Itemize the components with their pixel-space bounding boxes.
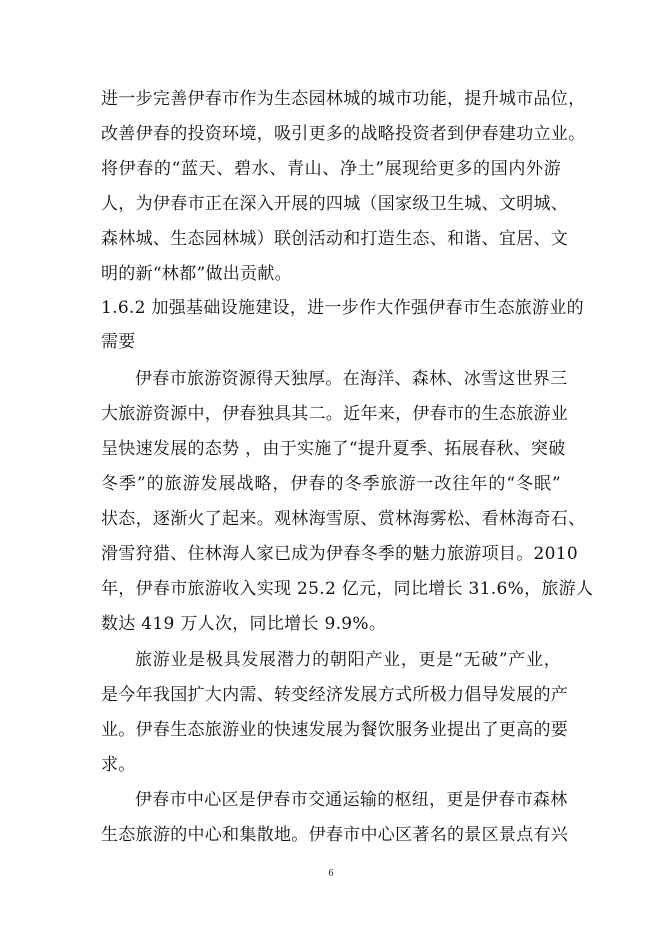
text-line-1: 进一步完善伊春市作为生态园林城的城市功能，提升城市品位， xyxy=(101,89,586,109)
paragraph-2-line-6: 滑雪狩猎、住林海人家已成为伊春冬季的魅力旅游项目。2010 xyxy=(101,544,578,564)
text-line-2: 改善伊春的投资环境，吸引更多的战略投资者到伊春建功立业。 xyxy=(101,124,586,144)
paragraph-3-line-2: 是今年我国扩大内需、转变经济发展方式所极力倡导发展的产 xyxy=(101,685,569,705)
paragraph-3-line-3: 业。伊春生态旅游业的快速发展为餐饮服务业提出了更高的要 xyxy=(101,720,569,740)
paragraph-2-line-2: 大旅游资源中，伊春独具其二。近年来，伊春市的生态旅游业 xyxy=(101,404,569,424)
text-line-4: 人，为伊春市正在深入开展的四城（国家级卫生城、文明城、 xyxy=(101,194,569,214)
text-line-3: 将伊春的“蓝天、碧水、青山、净土”展现给更多的国内外游 xyxy=(101,159,561,179)
paragraph-2-line-1: 伊春市旅游资源得天独厚。在海洋、森林、冰雪这世界三 xyxy=(135,369,568,389)
text-line-5: 森林城、生态园林城）联创活动和打造生态、和谐、宜居、文 xyxy=(101,229,569,249)
paragraph-2-line-8: 数达 419 万人次，同比增长 9.9%。 xyxy=(101,614,387,634)
paragraph-2-line-4: 冬季”的旅游发展战略，伊春的冬季旅游一改往年的“冬眠” xyxy=(101,474,561,494)
section-heading-line-2: 需要 xyxy=(101,332,136,352)
section-heading-line-1: 1.6.2 加强基础设施建设，进一步作大作强伊春市生态旅游业的 xyxy=(101,298,584,318)
paragraph-2-line-3: 呈快速发展的态势 ，由于实施了“提升夏季、拓展春秋、突破 xyxy=(101,439,566,459)
paragraph-4-line-1: 伊春市中心区是伊春市交通运输的枢纽，更是伊春市森林 xyxy=(135,790,568,810)
text-line-6: 明的新“林都”做出贡献。 xyxy=(101,264,292,284)
paragraph-3-line-1: 旅游业是极具发展潜力的朝阳产业，更是“无破”产业， xyxy=(135,650,561,670)
paragraph-3-line-4: 求。 xyxy=(101,755,136,775)
paragraph-4-line-2: 生态旅游的中心和集散地。伊春市中心区著名的景区景点有兴 xyxy=(101,825,569,845)
paragraph-2-line-5: 状态，逐渐火了起来。观林海雪原、赏林海雾松、看林海奇石、 xyxy=(101,509,586,529)
page-number: 6 xyxy=(328,868,334,879)
paragraph-2-line-7: 年，伊春市旅游收入实现 25.2 亿元，同比增长 31.6%，旅游人 xyxy=(101,579,594,599)
